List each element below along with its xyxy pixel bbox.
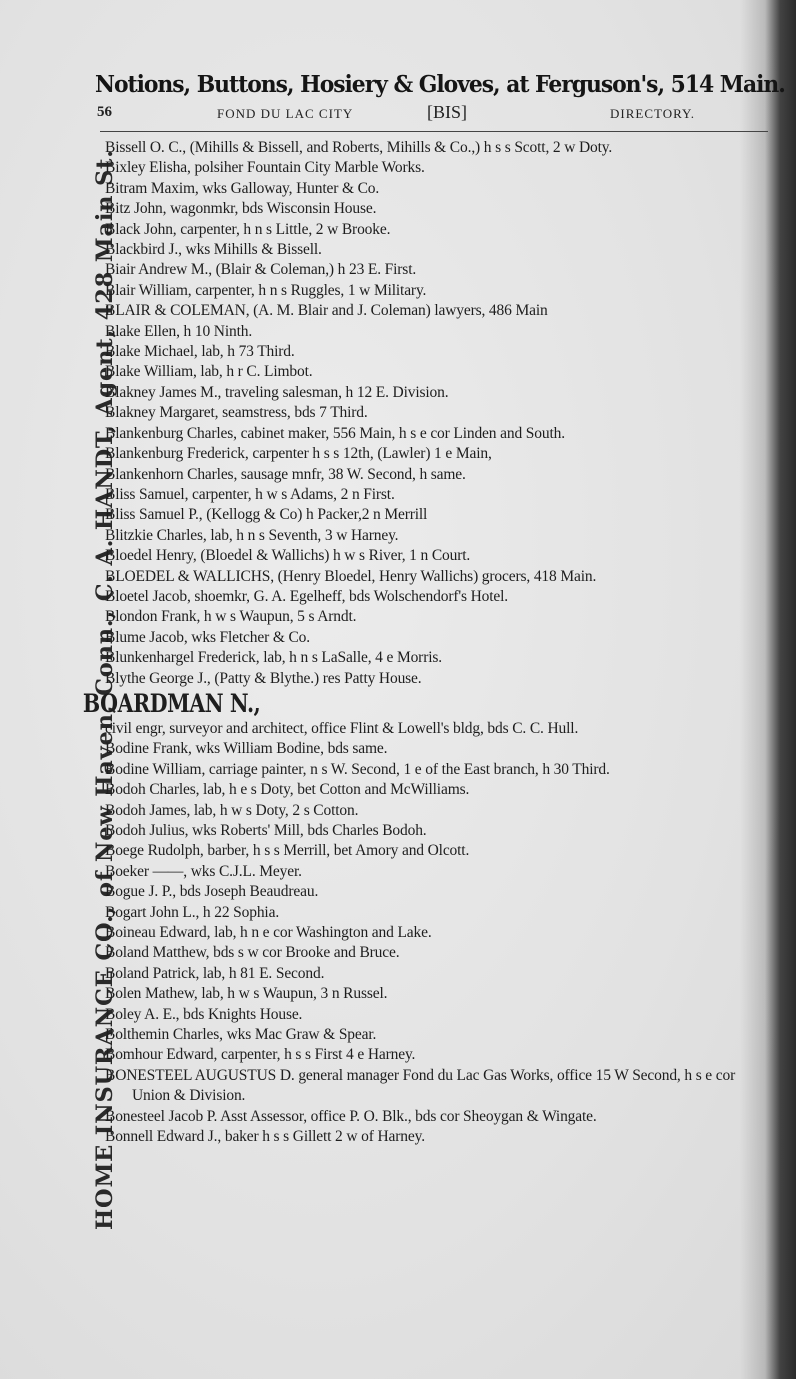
directory-entry: Bonesteel Jacob P. Asst Assessor, office P. O. Blk., bds cor Sheoygan & Wingate. <box>105 1107 597 1125</box>
directory-entry: Bogue J. P., bds Joseph Beaudreau. <box>105 883 319 901</box>
directory-entry: Boland Matthew, bds s w cor Brooke and Bruce. <box>105 944 400 962</box>
directory-entry: Bogart John L., h 22 Sophia. <box>105 903 280 921</box>
featured-name: BOARDMAN N., <box>82 688 261 718</box>
city-title: FOND DU LAC CITY <box>217 106 354 121</box>
directory-entry: Blitzkie Charles, lab, h n s Seventh, 3 w Harney. <box>105 526 399 544</box>
directory-entry: Bodoh Charles, lab, h e s Doty, bet Cotton and McWilliams. <box>105 781 470 799</box>
directory-entry: Bliss Samuel P., (Kellogg & Co) h Packer,2 n Merrill <box>105 506 428 524</box>
side-advertisement: HOME INSURANCE CO., of New Haven, Conn., C. A. HANDT, Agent, 428 Main St. <box>92 149 118 1230</box>
directory-entry: Blakney Margaret, seamstress, bds 7 Third. <box>105 404 368 422</box>
directory-entry: Blythe George J., (Patty & Blythe.) res Patty House. <box>105 669 422 687</box>
directory-entry: Bolen Mathew, lab, h w s Waupun, 3 n Russel. <box>105 985 388 1003</box>
directory-entry: Boege Rudolph, barber, h s s Merrill, bet Amory and Olcott. <box>105 842 470 860</box>
featured-details: civil engr, surveyor and architect, office Flint & Lowell's bldg, bds C. C. Hull. <box>105 719 579 737</box>
directory-entry: Bitram Maxim, wks Galloway, Hunter & Co. <box>105 179 380 197</box>
directory-entry: Bliss Samuel, carpenter, h w s Adams, 2 n First. <box>105 485 395 503</box>
directory-entry: Bodoh Julius, wks Roberts' Mill, bds Charles Bodoh. <box>105 822 427 839</box>
directory-entry: BLAIR & COLEMAN, (A. M. Blair and J. Coleman) lawyers, 486 Main <box>105 302 548 320</box>
directory-entry: Blunkenhargel Frederick, lab, h n s LaSalle, 4 e Morris. <box>105 649 442 667</box>
directory-entry: Blume Jacob, wks Fletcher & Co. <box>105 628 311 646</box>
directory-entry: Blake Ellen, h 10 Ninth. <box>105 322 253 340</box>
directory-entry: Bolthemin Charles, wks Mac Graw & Spear. <box>105 1026 377 1044</box>
directory-entry: Boeker ——, wks C.J.L. Meyer. <box>105 862 302 880</box>
directory-entry: Boley A. E., bds Knights House. <box>105 1005 303 1023</box>
directory-entry: Blake William, lab, h r C. Limbot. <box>105 363 313 381</box>
directory-entry: Bodine William, carriage painter, n s W. Second, 1 e of the East branch, h 30 Third. <box>105 760 610 778</box>
directory-entry: Bixley Elisha, polsiher Fountain City Marble Works. <box>105 159 425 177</box>
header-rule <box>100 131 768 132</box>
directory-entry: Blake Michael, lab, h 73 Third. <box>105 343 295 361</box>
directory-entry: Blair William, carpenter, h n s Ruggles, 1 w Military. <box>105 281 427 299</box>
directory-entry: Boineau Edward, lab, h n e cor Washington and Lake. <box>105 924 432 942</box>
section-key: [BIS] <box>427 102 467 122</box>
directory-entry-featured <box>82 688 770 739</box>
directory-entry: Blankenburg Charles, cabinet maker, 556 Main, h s e cor Linden and South. <box>105 424 565 442</box>
directory-entry: Blankenhorn Charles, sausage mnfr, 38 W. Second, h same. <box>105 465 466 483</box>
directory-title: DIRECTORY. <box>610 106 696 121</box>
directory-entry: BLOEDEL & WALLICHS, (Henry Bloedel, Henry Wallichs) grocers, 418 Main. <box>105 567 597 585</box>
directory-entry: Bodoh James, lab, h w s Doty, 2 s Cotton. <box>105 801 359 819</box>
directory-entry: Biair Andrew M., (Blair & Coleman,) h 23 E. First. <box>105 261 417 279</box>
directory-entry: Bitz John, wagonmkr, bds Wisconsin House. <box>105 200 377 218</box>
directory-entry: Bomhour Edward, carpenter, h s s First 4 e Harney. <box>105 1046 416 1064</box>
advertisement-banner: Notions, Buttons, Hosiery & Gloves, at Ferguson's, 514 Main. <box>95 70 785 98</box>
directory-entry: BONESTEEL AUGUSTUS D. general manager Fond du Lac Gas Works, office 15 W Second, h s e cor Union & Division. <box>105 1066 736 1105</box>
directory-entry: Blankenburg Frederick, carpenter h s s 12th, (Lawler) 1 e Main, <box>105 445 492 463</box>
page-number: 56 <box>97 104 112 120</box>
directory-entry: Blondon Frank, h w s Waupun, 5 s Arndt. <box>105 608 357 626</box>
directory-entry: Bloedel Henry, (Bloedel & Wallichs) h w s River, 1 n Court. <box>105 547 471 565</box>
running-head <box>97 104 767 126</box>
directory-entry: Boland Patrick, lab, h 81 E. Second. <box>105 964 325 982</box>
directory-entry: Blakney James M., traveling salesman, h 12 E. Division. <box>105 383 449 401</box>
directory-entry: Bonnell Edward J., baker h s s Gillett 2 w of Harney. <box>105 1128 425 1146</box>
directory-entry: Bodine Frank, wks William Bodine, bds same. <box>105 740 388 758</box>
directory-entry: Black John, carpenter, h n s Little, 2 w Brooke. <box>105 220 391 238</box>
directory-entry: Blackbird J., wks Mihills & Bissell. <box>105 241 322 259</box>
directory-entry: Bloetel Jacob, shoemkr, G. A. Egelheff, bds Wolschendorf's Hotel. <box>105 587 508 605</box>
directory-entry: Bissell O. C., (Mihills & Bissell, and Roberts, Mihills & Co.,) h s s Scott, 2 w Doty. <box>105 139 613 156</box>
